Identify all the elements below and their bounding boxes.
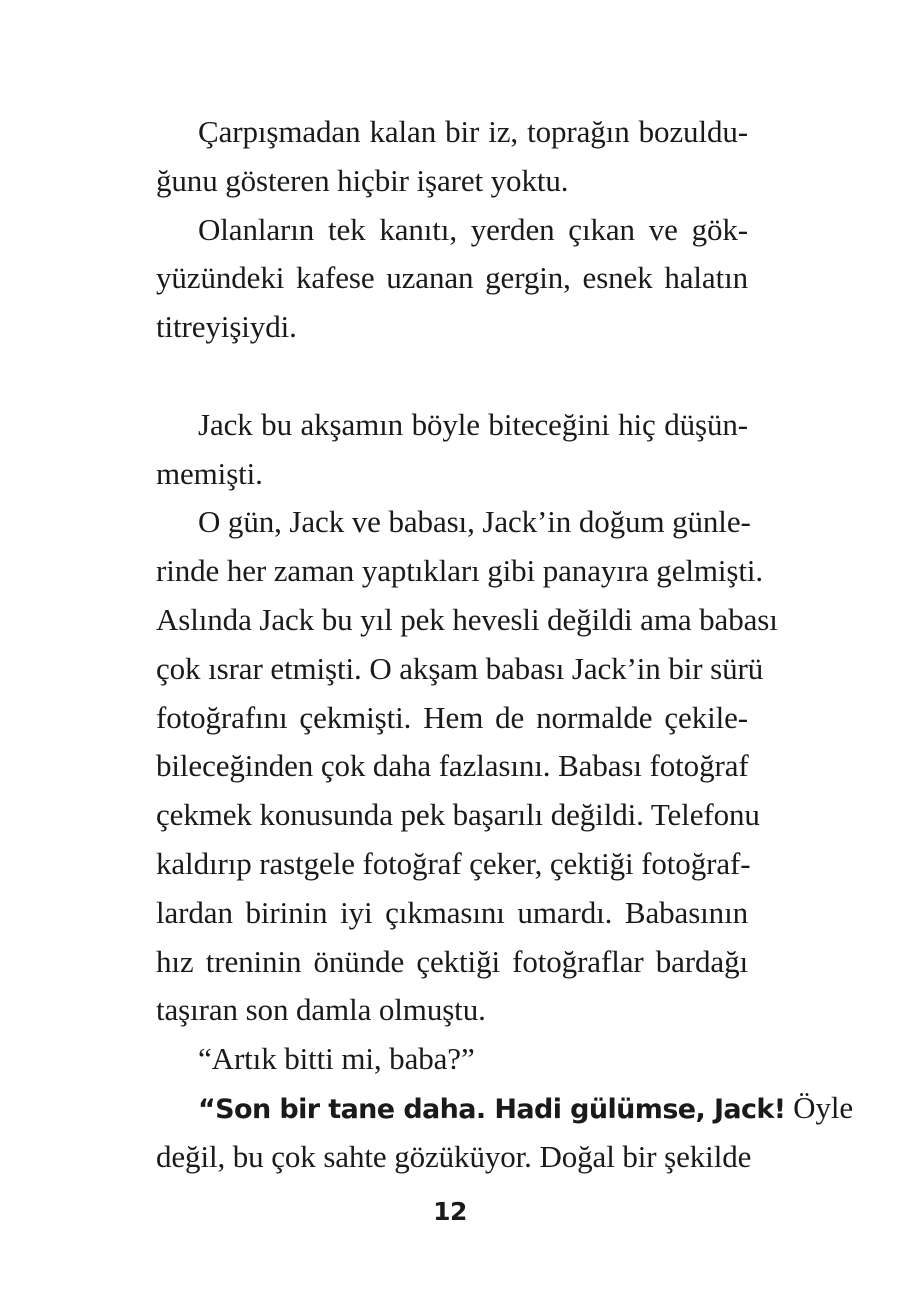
paragraph-6 (156, 1084, 854, 1182)
text-line: bileceğinden çok daha fazlasını. Babası fotoğraf (156, 748, 749, 784)
paragraph-1 (156, 108, 748, 206)
text-line: çekmek konusunda pek başarılı değildi. Telefonu (156, 797, 760, 833)
section-break (156, 352, 748, 401)
text-run: Öyle (785, 1089, 854, 1125)
paragraph-3 (156, 401, 748, 499)
text-line: hız treninin önünde çektiği fotoğraflar bardağı (156, 943, 748, 979)
text-line: değil, bu çok sahte gözüküyor. Doğal bir şekilde (156, 1138, 752, 1174)
text-line: titreyişiydi. (156, 309, 297, 345)
text-line: fotoğrafını çekmişti. Hem de normalde çekile- (156, 699, 748, 735)
text-line: kaldırıp rastgele fotoğraf çeker, çektiği fotoğraf- (156, 845, 751, 881)
page-number: 12 (433, 1197, 467, 1226)
dialogue-line: “Artık bitti mi, baba?” (198, 1041, 475, 1077)
text-line: Aslında Jack bu yıl pek hevesli değildi ama babası (156, 601, 778, 637)
text-line: rinde her zaman yaptıkları gibi panayıra gelmişti. (156, 553, 764, 589)
text-line-mixed (156, 1084, 854, 1133)
text-line: lardan birinin iyi çıkmasını umardı. Babasının (156, 894, 748, 930)
text-line: memişti. (156, 455, 263, 491)
paragraph-5 (156, 1035, 748, 1084)
text-line: ğunu gösteren hiçbir işaret yoktu. (156, 162, 569, 198)
text-line: çok ısrar etmişti. O akşam babası Jack’in bir sürü (156, 650, 764, 686)
paragraph-2 (156, 206, 748, 352)
text-line: Jack bu akşamın böyle biteceğini hiç düşün- (198, 406, 748, 442)
text-line: Olanların tek kanıtı, yerden çıkan ve gök- (198, 211, 748, 247)
text-line: O gün, Jack ve babası, Jack’in doğum günle- (198, 504, 751, 540)
emphasized-dialogue: “Son bir tane daha. Hadi gülümse, Jack! (198, 1093, 786, 1125)
paragraph-4 (156, 498, 778, 1035)
text-line: Çarpışmadan kalan bir iz, toprağın bozuldu- (198, 114, 748, 149)
text-line: taşıran son damla olmuştu. (156, 992, 486, 1028)
text-line: yüzündeki kafese uzanan gergin, esnek halatın (156, 260, 748, 296)
book-page-body (156, 108, 854, 1182)
